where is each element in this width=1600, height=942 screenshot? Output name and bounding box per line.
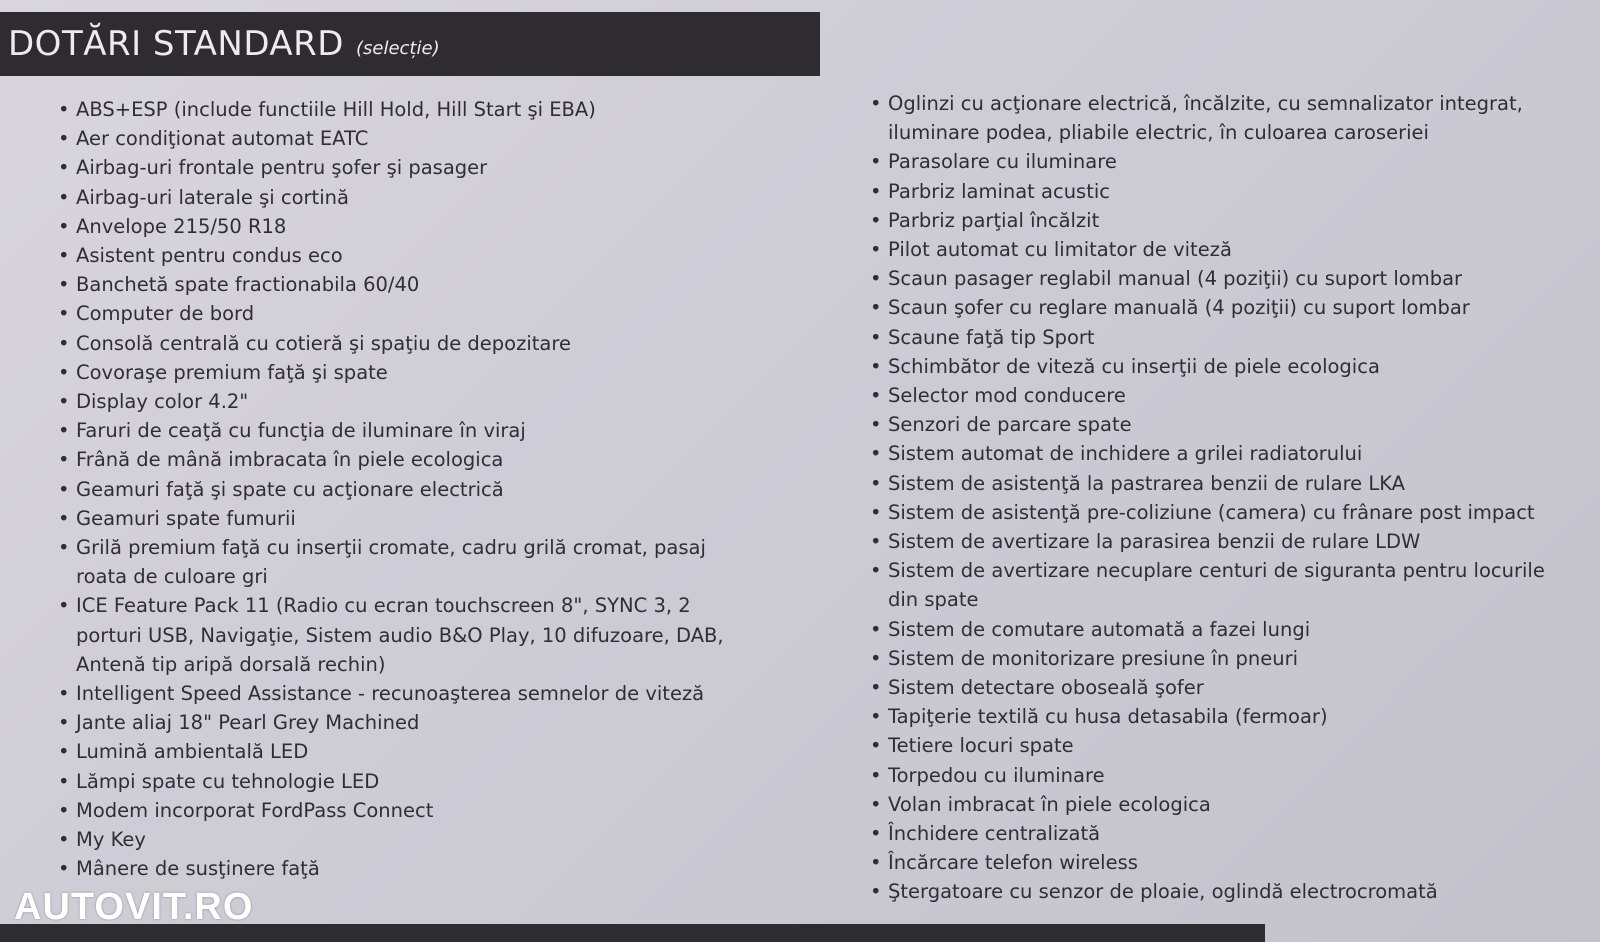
list-item: • Sistem detectare oboseală şofer — [870, 673, 1570, 702]
list-item: • Asistent pentru condus eco — [58, 241, 758, 270]
list-item: • Frână de mână imbracata în piele ecologica — [58, 445, 758, 474]
list-item: • Senzori de parcare spate — [870, 410, 1570, 439]
list-item: • Grilă premium faţă cu inserţii cromate, cadru grilă cromat, pasaj roata de culoare gri — [58, 533, 758, 591]
list-item: • Scaune faţă tip Sport — [870, 323, 1570, 352]
list-item: • Computer de bord — [58, 299, 758, 328]
list-item: • Volan imbracat în piele ecologica — [870, 790, 1570, 819]
list-item: • Oglinzi cu acţionare electrică, încălzite, cu semnalizator integrat, iluminare podea, pliabile electric, în culoarea caroseriei — [870, 89, 1570, 147]
list-item: • Scaun pasager reglabil manual (4 poziţii) cu suport lombar — [870, 264, 1570, 293]
list-item: • Sistem de asistenţă pre-coliziune (camera) cu frânare post impact — [870, 498, 1570, 527]
list-item: • ABS+ESP (include functiile Hill Hold, Hill Start şi EBA) — [58, 95, 758, 124]
list-item: • Parbriz parţial încălzit — [870, 206, 1570, 235]
list-item: • Tapiţerie textilă cu husa detasabila (fermoar) — [870, 702, 1570, 731]
list-item: • Modem incorporat FordPass Connect — [58, 796, 758, 825]
list-item: • Sistem automat de inchidere a grilei radiatorului — [870, 439, 1570, 468]
list-item: • Intelligent Speed Assistance - recunoaşterea semnelor de viteză — [58, 679, 758, 708]
list-item: • Mânere de susţinere faţă — [58, 854, 758, 883]
list-item: • Banchetă spate fractionabila 60/40 — [58, 270, 758, 299]
list-item: • Anvelope 215/50 R18 — [58, 212, 758, 241]
list-item: • Sistem de avertizare necuplare centuri de siguranta pentru locurile din spate — [870, 556, 1570, 614]
list-item: • Parbriz laminat acustic — [870, 177, 1570, 206]
list-item: • Încărcare telefon wireless — [870, 848, 1570, 877]
list-item: • Jante aliaj 18" Pearl Grey Machined — [58, 708, 758, 737]
list-item: • Sistem de avertizare la parasirea benzii de rulare LDW — [870, 527, 1570, 556]
list-item: • Consolă centrală cu cotieră şi spaţiu de depozitare — [58, 329, 758, 358]
list-item: • Lămpi spate cu tehnologie LED — [58, 767, 758, 796]
list-item: • Parasolare cu iluminare — [870, 147, 1570, 176]
list-item: • Lumină ambientală LED — [58, 737, 758, 766]
section-header — [0, 12, 820, 76]
section-title: DOTĂRI STANDARD — [8, 24, 344, 64]
list-item: • Selector mod conducere — [870, 381, 1570, 410]
list-item: • Faruri de ceaţă cu funcţia de iluminare în viraj — [58, 416, 758, 445]
list-item: • Închidere centralizată — [870, 819, 1570, 848]
list-item: • My Key — [58, 825, 758, 854]
list-item: • Sistem de asistenţă la pastrarea benzii de rulare LKA — [870, 469, 1570, 498]
list-item: • Geamuri faţă şi spate cu acţionare electrică — [58, 475, 758, 504]
list-item: • Ştergatoare cu senzor de ploaie, oglindă electrocromată — [870, 877, 1570, 906]
list-item: • Covoraşe premium faţă şi spate — [58, 358, 758, 387]
left-equipment-list — [58, 95, 758, 883]
list-item: • Pilot automat cu limitator de viteză — [870, 235, 1570, 264]
list-item: • Airbag-uri frontale pentru şofer şi pasager — [58, 153, 758, 182]
list-item: • Sistem de comutare automată a fazei lungi — [870, 615, 1570, 644]
list-item: • Sistem de monitorizare presiune în pneuri — [870, 644, 1570, 673]
list-item: • Airbag-uri laterale şi cortină — [58, 183, 758, 212]
list-item: • Scaun şofer cu reglare manuală (4 poziţii) cu suport lombar — [870, 293, 1570, 322]
right-equipment-list — [870, 89, 1570, 907]
list-item: • Geamuri spate fumurii — [58, 504, 758, 533]
list-item: • Tetiere locuri spate — [870, 731, 1570, 760]
section-subtitle: (selecție) — [355, 37, 440, 59]
watermark-logo: AUTOVIT.RO — [14, 886, 254, 928]
list-item: • Aer condiţionat automat EATC — [58, 124, 758, 153]
list-item: • Schimbător de viteză cu inserţii de piele ecologica — [870, 352, 1570, 381]
list-item: • Display color 4.2" — [58, 387, 758, 416]
list-item: • ICE Feature Pack 11 (Radio cu ecran touchscreen 8", SYNC 3, 2 porturi USB, Navigaţie, Sistem audio B&O Play, 10 difuzoare, DAB, Antenă tip aripă dorsală rechin) — [58, 591, 758, 679]
list-item: • Torpedou cu iluminare — [870, 761, 1570, 790]
